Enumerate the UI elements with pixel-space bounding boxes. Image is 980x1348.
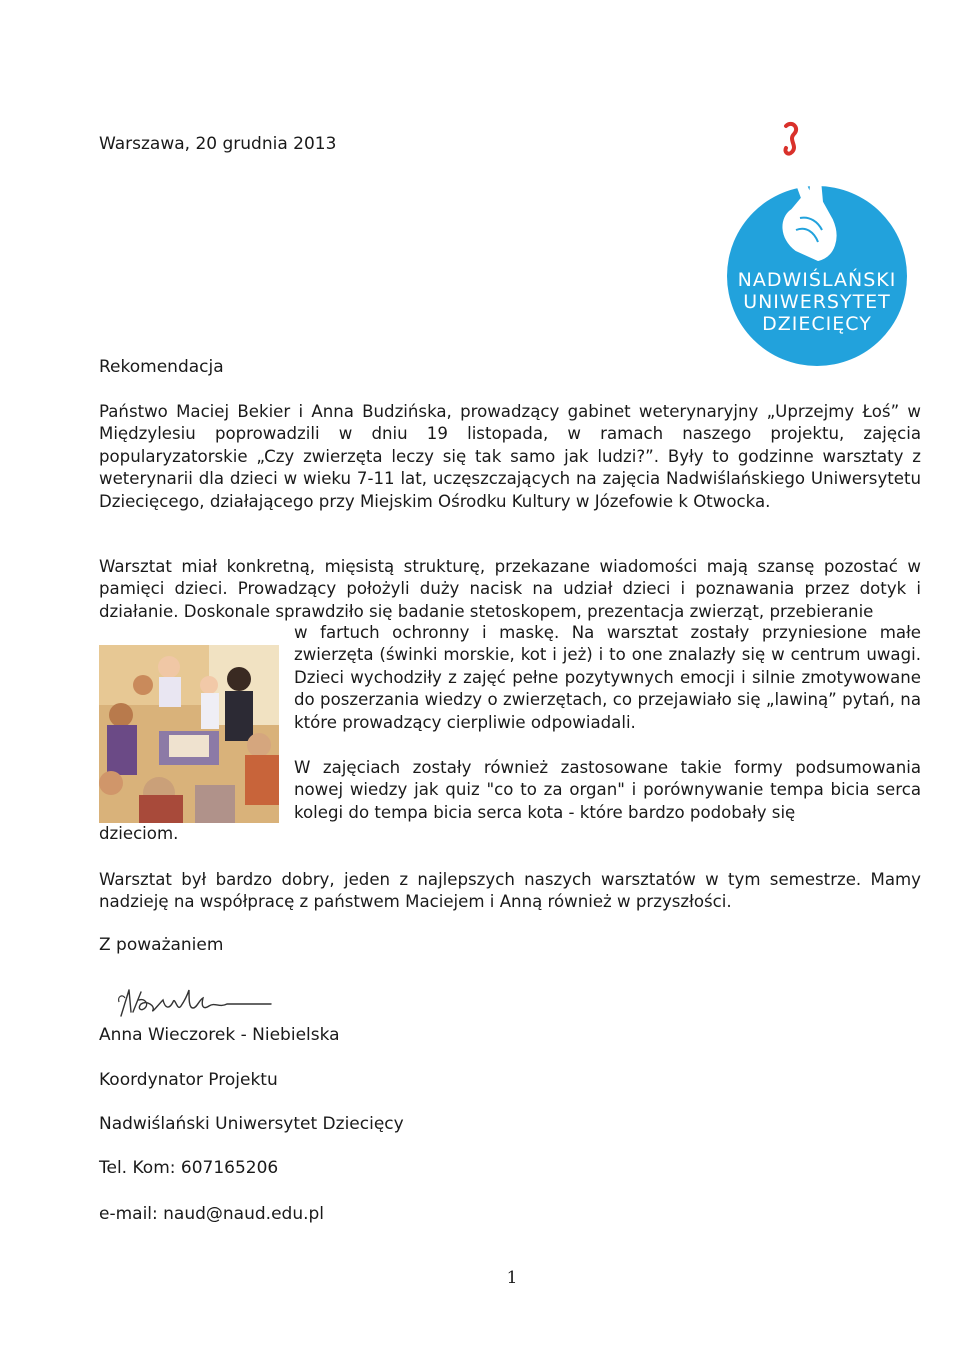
logo-text-line3: DZIECIĘCY	[762, 313, 872, 335]
paragraph-intro: Państwo Maciej Bekier i Anna Budzińska, prowadzący gabinet weterynaryjny „Uprzejmy Łoś” w Międzylesiu poprowadzili w dniu 19 listopada, w ramach naszego projektu, zajęcia popularyzatorskie „Czy zwierzęta leczy się tak samo jak ludzi?”. Były to godzinne warsztaty z weterynarii dla dzieci w wieku 7-11 lat, uczęszczających na zajęcia Nadwiślańskiego Uniwersytetu Dziecięcego, działającego przy Miejskim Ośrodku Kultury w Józefowie k Otwocka.	[99, 402, 921, 511]
paragraph-summary: Warsztat był bardzo dobry, jeden z najlepszych naszych warsztatów w tym semestrze. Mamy nadzieję na współpracę z państwem Maciejem i Anną również w przyszłości.	[99, 870, 921, 912]
paragraph-quiz-end: dzieciom.	[99, 824, 179, 843]
workshop-photo	[99, 645, 279, 823]
letter-date: Warszawa, 20 grudnia 2013	[99, 134, 337, 154]
closing-phrase: Z poważaniem	[99, 935, 224, 955]
paragraph-animals: w fartuch ochronny i maskę. Na warsztat zostały przyniesione małe zwierzęta (świnki morskie, kot i jeż) i to one znalazły się w centrum uwagi. Dzieci wychodziły z zajęć pełne pozytywnych emocji i silnie zmotywowane do poszerzania wiedzy o zwierzętach, co przejawiało się „lawiną” pytań, na które prowadzący cierpliwie odpowiadali.	[294, 623, 921, 732]
logo-text-line1: NADWIŚLAŃSKI	[737, 269, 897, 291]
phone-number: Tel. Kom: 607165206	[99, 1158, 279, 1178]
worm-icon	[785, 124, 796, 154]
signer-name: Anna Wieczorek - Niebielska	[99, 1025, 340, 1045]
signer-role: Koordynator Projektu	[99, 1070, 278, 1090]
signer-organization: Nadwiślański Uniwersytet Dziecięcy	[99, 1114, 404, 1134]
letter-heading: Rekomendacja	[99, 357, 224, 377]
logo-text-line2: UNIWERSYTET	[743, 291, 891, 313]
page-number: 1	[506, 1268, 518, 1288]
paragraph-quiz: W zajęciach zostały również zastosowane takie formy podsumowania nowej wiedzy jak quiz "co to za organ" i porównywanie tempa bicia serca kolegi do tempa bicia serca kota - które bardzo podobały się	[294, 758, 921, 822]
university-logo	[722, 118, 912, 368]
paragraph-structure: Warsztat miał konkretną, mięsistą strukturę, przekazane wiadomości mają szansę pozostać w pamięci dzieci. Prowadzący położyli duży nacisk na udział dzieci i poznawania przez dotyk i działanie. Doskonale sprawdziło się badanie stetoskopem, prezentacja zwierząt, przebieranie	[99, 557, 921, 621]
email-address: e-mail: naud@naud.edu.pl	[99, 1204, 325, 1224]
handwritten-signature	[115, 982, 275, 1024]
